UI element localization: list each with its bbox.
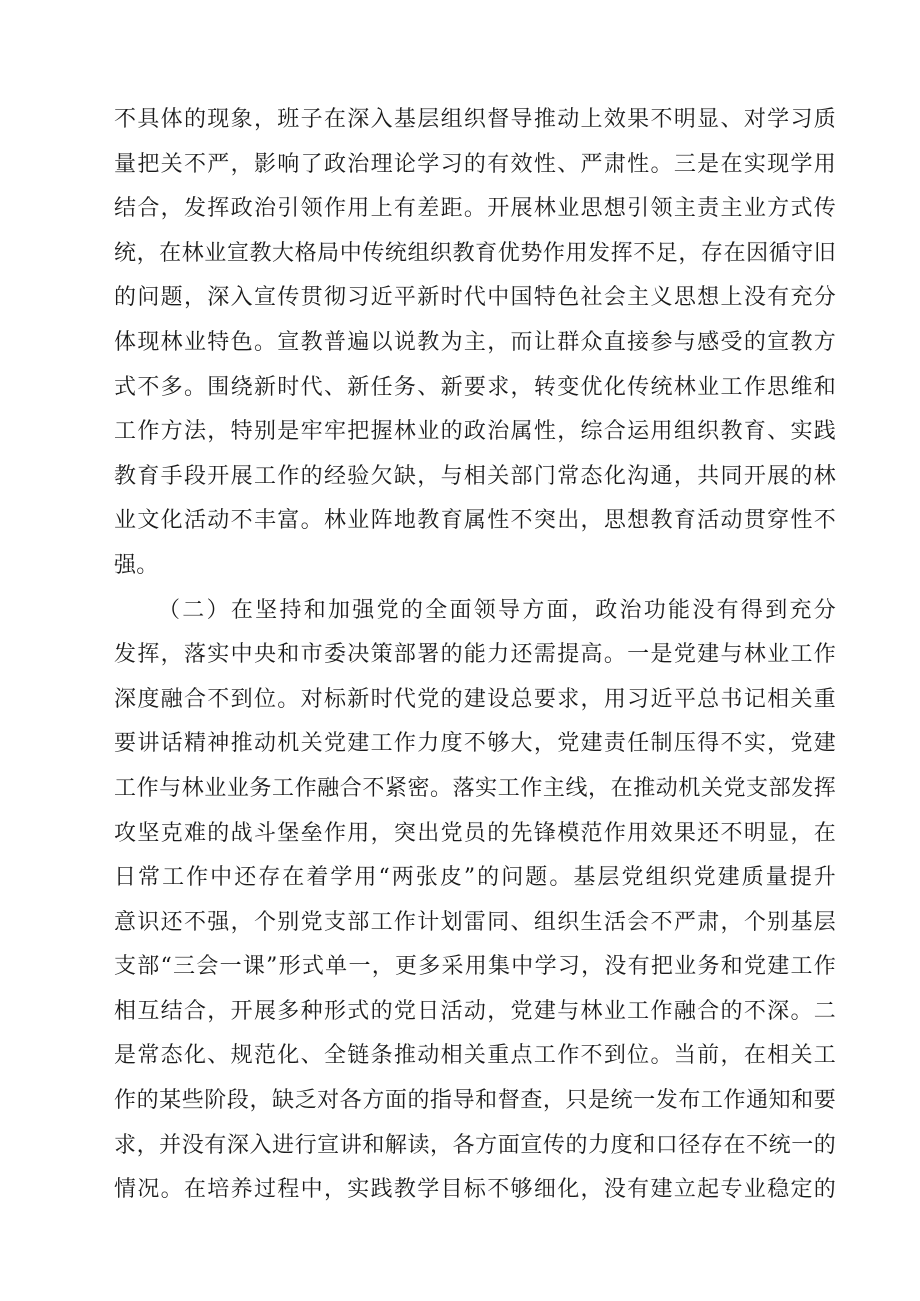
text-line: 求，并没有深入进行宣讲和解读，各方面宣传的力度和口径存在不统一的: [114, 1132, 836, 1158]
text-line: 相互结合，开展多种形式的党日活动，党建与林业工作融合的不深。二: [114, 998, 836, 1024]
section-heading-line: （二）在坚持和加强党的全面领导方面，政治功能没有得到充分: [158, 597, 836, 623]
text-line: 工作方法，特别是牢牢把握林业的政治属性，综合运用组织教育、实践: [114, 419, 836, 445]
text-line: 结合，发挥政治引领作用上有差距。开展林业思想引领主责主业方式传: [114, 196, 836, 222]
text-line: 是常态化、规范化、全链条推动相关重点工作不到位。当前，在相关工: [114, 1043, 836, 1069]
text-line: 体现林业特色。宣教普遍以说教为主，而让群众直接参与感受的宣教方: [114, 329, 836, 355]
text-line: 要讲话精神推动机关党建工作力度不够大，党建责任制压得不实，党建: [114, 731, 836, 757]
text-line: 支部“三会一课”形式单一，更多采用集中学习，没有把业务和党建工作: [114, 954, 836, 980]
text-line: 统，在林业宣教大格局中传统组织教育优势作用发挥不足，存在因循守旧: [114, 240, 836, 266]
text-line: 攻坚克难的战斗堡垒作用，突出党员的先锋模范作用效果还不明显，在: [114, 820, 836, 846]
text-line: 的问题，深入宣传贯彻习近平新时代中国特色社会主义思想上没有充分: [114, 285, 836, 311]
text-line: 式不多。围绕新时代、新任务、新要求，转变优化传统林业工作思维和: [114, 374, 836, 400]
text-line: 情况。在培养过程中，实践教学目标不够细化，没有建立起专业稳定的: [114, 1177, 836, 1203]
text-line: 日常工作中还存在着学用“两张皮”的问题。基层党组织党建质量提升: [114, 865, 836, 891]
text-line: 业文化活动不丰富。林业阵地教育属性不突出，思想教育活动贯穿性不: [114, 508, 836, 534]
text-line: 量把关不严，影响了政治理论学习的有效性、严肃性。三是在实现学用: [114, 151, 836, 177]
paragraph-end-line: 强。: [114, 552, 159, 578]
text-line: 意识还不强，个别党支部工作计划雷同、组织生活会不严肃，个别基层: [114, 909, 836, 935]
text-line: 深度融合不到位。对标新时代党的建设总要求，用习近平总书记相关重: [114, 686, 836, 712]
text-line: 不具体的现象，班子在深入基层组织督导推动上效果不明显、对学习质: [114, 107, 836, 132]
text-line: 教育手段开展工作的经验欠缺，与相关部门常态化沟通，共同开展的林: [114, 463, 836, 489]
body-text: [114, 98, 836, 1213]
text-line: 工作与林业业务工作融合不紧密。落实工作主线，在推动机关党支部发挥: [114, 775, 836, 801]
text-line: 发挥，落实中央和市委决策部署的能力还需提高。一是党建与林业工作: [114, 642, 836, 668]
text-line: 作的某些阶段，缺乏对各方面的指导和督查，只是统一发布工作通知和要: [114, 1088, 836, 1114]
